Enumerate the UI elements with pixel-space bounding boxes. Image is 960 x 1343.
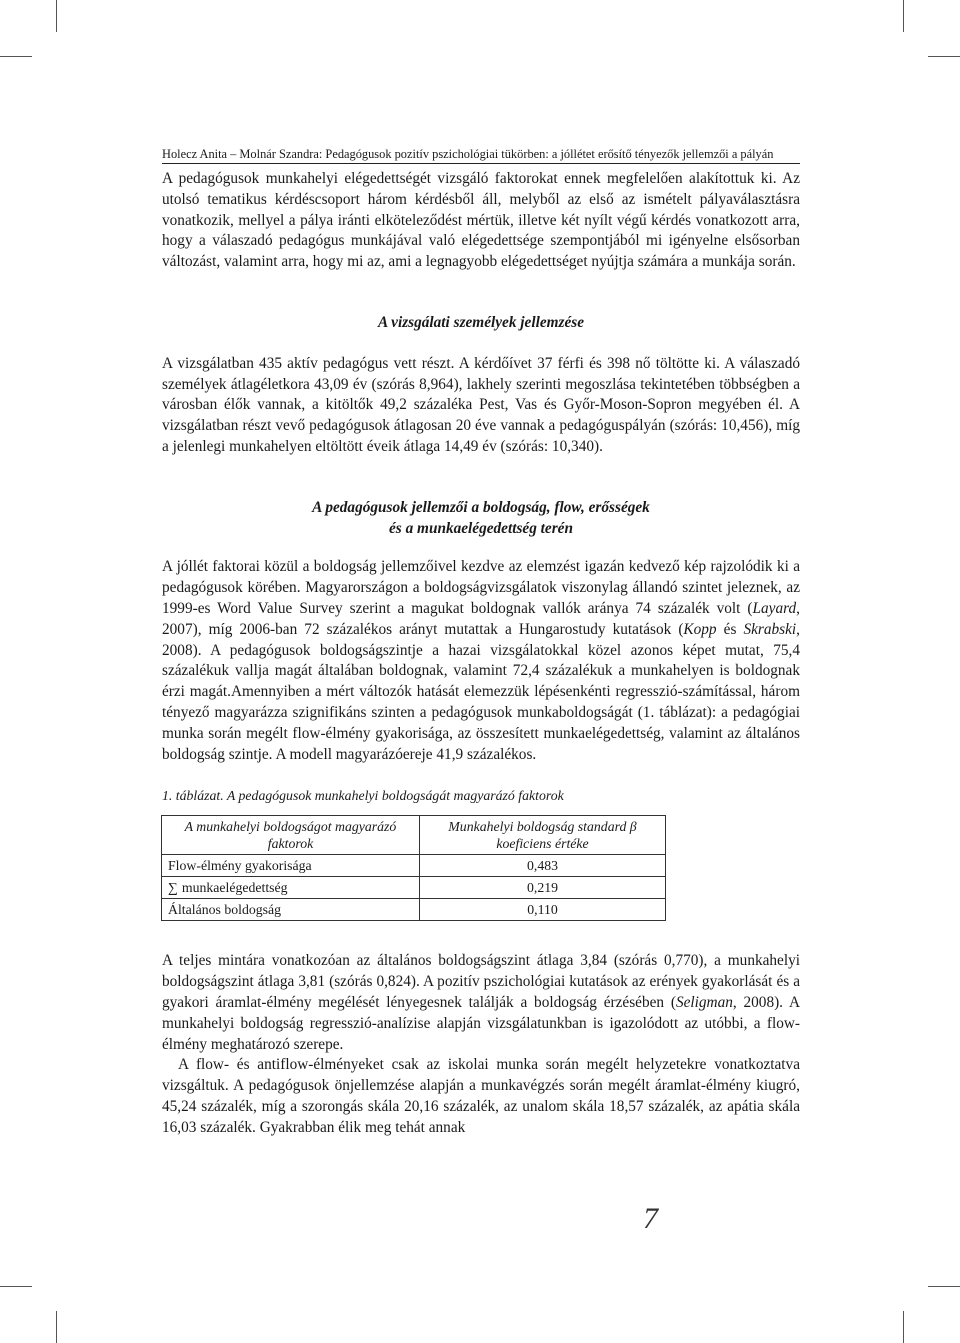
regression-table <box>161 815 666 921</box>
table-row <box>162 877 666 899</box>
table-row <box>162 899 666 921</box>
table-header-factor: A munkahelyi boldogságot magyarázó faktorok <box>162 816 420 855</box>
table-cell-value: 0,219 <box>420 877 666 899</box>
table-cell-value: 0,483 <box>420 855 666 877</box>
crop-mark-bottom-right <box>903 1311 904 1343</box>
crop-mark-left-top <box>0 56 32 57</box>
citation-author: Kopp <box>683 620 717 638</box>
page-number: 7 <box>643 1202 658 1235</box>
table-cell-label <box>162 877 420 899</box>
table-caption: 1. táblázat. A pedagógusok munkahelyi boldogságát magyarázó faktorok <box>162 788 564 804</box>
text-run: és <box>716 620 744 638</box>
paragraph-subjects: A vizsgálatban 435 aktív pedagógus vett részt. A kérdőívet 37 férfi és 398 nő töltötte ki. A válaszadó személyek átlagéletkora 43,09 év (szórás 8,964), lakhely szerinti megoszlása tekintetében többségben a városban élők vannak, a kitöltők 49,2 százaléka Pest, Vas és Győr-Moson-Sopron megyében él. A vizsgálatban részt vevő pedagógusok átlagosan 20 éve vannak a pedagóguspályán (szórás: 10,456), míg a jelenlegi munkahelyen eltöltött éveik átlaga 14,49 év (szórás: 10,340). <box>162 354 800 455</box>
paragraph-flow: A flow- és antiflow-élményeket csak az iskolai munka során megélt helyzetekre vonatkoztatva vizsgáltuk. A pedagógusok önjellemzése alapján a munkavégzés során megélt áramlat-élmény kiugró, 45,24 százalék, míg a szorongás skála 20,16 százalék, az unalom skála 18,57 százalék, az apátia skála 16,03 százalék. Gyakrabban élik meg tehát annak <box>162 1056 800 1136</box>
crop-mark-right-top <box>928 56 960 57</box>
citation-author: Seligman <box>675 993 733 1011</box>
text-run: A jóllét faktorai közül a boldogság jellemzőivel kezdve az elemzést igazán kedvező kép rajzolódik ki a pedagógusok körében. Magyarországon a boldogságvizsgálatok viszonylag állandó szintet jeleznek, az 1999-es Word Value Survey szerint a magukat boldognak vallók aránya 74 százalék volt ( <box>162 558 800 617</box>
crop-mark-left-bottom <box>0 1286 32 1287</box>
citation-author: Skrabski <box>743 620 797 638</box>
table-cell-value: 0,110 <box>420 899 666 921</box>
crop-mark-top-right <box>903 0 904 32</box>
table-cell-label: Általános boldogság <box>162 899 420 921</box>
text-run: , 2008). A munkahelyi boldogság regresszió-analízise alapján vizsgálatunkban is igazolódott az utóbbi, a flow-élmény meghatározó szerepe. <box>162 993 801 1053</box>
crop-mark-bottom-left <box>56 1311 57 1343</box>
paragraph-happiness <box>162 557 800 765</box>
section-heading-subjects: A vizsgálati személyek jellemzése <box>377 313 585 331</box>
table-header-row <box>162 816 666 855</box>
crop-mark-top-left <box>56 0 57 32</box>
heading-line-1: A pedagógusok jellemzői a boldogság, flow, erősségek <box>312 498 650 516</box>
table-header-beta: Munkahelyi boldogság standard β koeficiens értéke <box>420 816 666 855</box>
citation-author: Layard <box>752 599 797 617</box>
table-row <box>162 855 666 877</box>
running-header: Holecz Anita – Molnár Szandra: Pedagógusok pozitív pszichológiai tükörben: a jóllétet erősítő tényezők jellemzői a pályán <box>162 146 800 164</box>
page-content <box>162 169 800 1139</box>
section-heading-happiness <box>162 498 800 540</box>
heading-line-2: és a munkaelégedettség terén <box>389 519 573 537</box>
sum-symbol: ∑ <box>168 880 178 896</box>
paragraph-averages <box>162 951 800 1055</box>
text-run: , 2008). A pedagógusok boldogságszintje a hazai vizsgálatokkal közel azonos képet mutat, 75,4 százalékuk vallja magát általában boldognak, valamint 72,4 százalékuk a munkahelyen is boldognak érzi magát.Amennyiben a mért változók hatását elemezzük lépésenkénti regresszió-számítással, három tényező magyarázza szignifikáns szinten a pedagógusok munkaboldogságát (1. táblázat): a pedagógiai munka során megélt flow-élmény gyakorisága, az összesített munkaelégedettség, valamint az általános boldogság szintje. A modell magyarázóereje 41,9 százalékos. <box>162 620 800 763</box>
crop-mark-right-bottom <box>928 1286 960 1287</box>
paragraph-intro: A pedagógusok munkahelyi elégedettségét vizsgáló faktorokat ennek megfelelően alakítottuk ki. Az utolsó tematikus kérdéscsoport három kérdésből áll, melyből az első az ismételt pályaválasztásra vonatkozik, mellyel a pálya iránti elköteleződést mértük, illetve két nyílt végű kérdés vonatkozott arra, hogy a válaszadó pedagógus munkájával való elégedettsége szempontjából mi igényelne elsősorban változást, valamint arra, hogy mi az, ami a legnagyobb elégedettséget nyújtja számára a munkája során. <box>162 170 800 271</box>
text-run: A teljes mintára vonatkozóan az általános boldogságszint átlaga 3,84 (szórás 0,770), a munkahelyi boldogságszint átlaga 3,81 (szórás 0,824). A pozitív pszichológiai kutatások az erények gyakorlását és a gyakori áramlat-élmény megélését lényegesnek találják a boldogság érzésében ( <box>162 952 800 1011</box>
text-run: , 2007), míg 2006-ban 72 százalékos arányt mutattak a Hungarostudy kutatások ( <box>162 599 800 638</box>
table-cell-label-text: munkaelégedettség <box>181 880 288 896</box>
table-cell-label: Flow-élmény gyakorisága <box>162 855 420 877</box>
